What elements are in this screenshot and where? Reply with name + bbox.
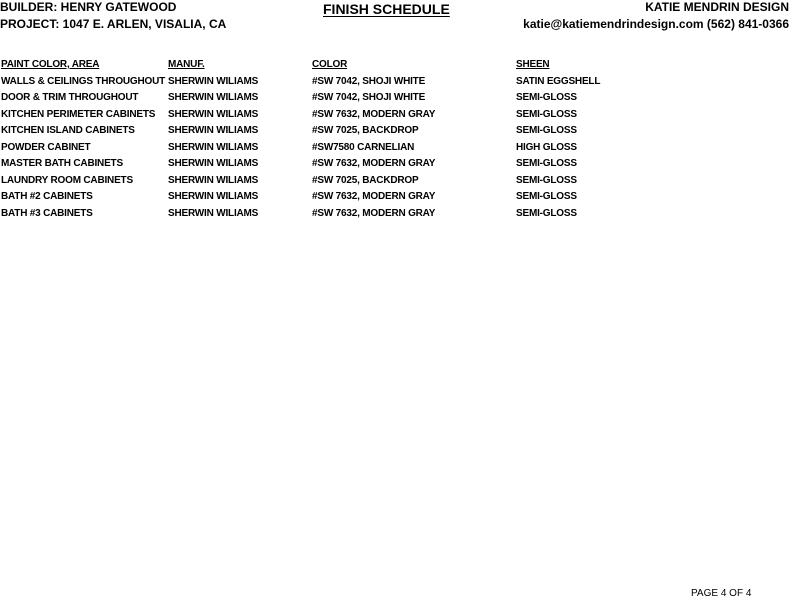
table-row [0,190,789,207]
color-cell: #SW 7632, MODERN GRAY [312,158,436,169]
sheen-cell: SEMI-GLOSS [516,191,577,202]
color-cell: #SW 7025, BACKDROP [312,125,419,136]
project-line: PROJECT: 1047 E. ARLEN, VISALIA, CA [0,17,227,31]
color-cell: #SW 7632, MODERN GRAY [312,108,436,120]
sheen-cell: SEMI-GLOSS [516,92,577,103]
area-cell: MASTER BATH CABINETS [1,158,123,169]
table-row [0,124,789,141]
sheen-cell: HIGH GLOSS [516,141,577,153]
table-row [0,157,789,174]
color-cell: #SW 7042, SHOJI WHITE [312,92,426,103]
page-title: FINISH SCHEDULE [323,1,450,17]
manufacturer-cell: SHERWIN WILIAMS [168,141,259,153]
sheen-cell: SEMI-GLOSS [516,158,577,169]
sheen-cell: SATIN EGGSHELL [516,75,601,87]
manufacturer-cell: SHERWIN WILIAMS [168,125,259,136]
sheen-cell: SEMI-GLOSS [516,207,577,219]
color-cell: #SW 7632, MODERN GRAY [312,207,436,219]
color-cell: #SW 7025, BACKDROP [312,174,419,186]
column-header-color: COLOR [312,59,348,70]
column-header-area: PAINT COLOR, AREA [1,59,100,70]
column-header-sheen: SHEEN [516,59,550,70]
page-number: PAGE 4 OF 4 [691,588,752,599]
area-cell: BATH #2 CABINETS [1,191,93,202]
area-cell: WALLS & CEILINGS THROUGHOUT [1,75,166,87]
finish-schedule-table [0,58,789,223]
table-row [0,108,789,125]
area-cell: DOOR & TRIM THROUGHOUT [1,92,139,103]
company-name: KATIE MENDRIN DESIGN [645,0,789,14]
manufacturer-cell: SHERWIN WILIAMS [168,158,259,169]
table-row [0,75,789,92]
area-cell: POWDER CABINET [1,141,91,153]
color-cell: #SW 7632, MODERN GRAY [312,191,436,202]
area-cell: KITCHEN PERIMETER CABINETS [1,108,156,120]
color-cell: #SW7580 CARNELIAN [312,141,415,153]
sheen-cell: SEMI-GLOSS [516,125,577,136]
manufacturer-cell: SHERWIN WILIAMS [168,174,259,186]
table-row [0,141,789,158]
area-cell: LAUNDRY ROOM CABINETS [1,174,133,186]
manufacturer-cell: SHERWIN WILIAMS [168,92,259,103]
manufacturer-cell: SHERWIN WILIAMS [168,108,259,120]
contact-info: katie@katiemendrindesign.com (562) 841-0366 [523,17,789,31]
table-row [0,91,789,108]
column-header-manufacturer: MANUF. [168,59,205,70]
manufacturer-cell: SHERWIN WILIAMS [168,191,259,202]
area-cell: KITCHEN ISLAND CABINETS [1,125,135,136]
area-cell: BATH #3 CABINETS [1,207,93,219]
sheen-cell: SEMI-GLOSS [516,174,577,186]
builder-line: BUILDER: HENRY GATEWOOD [0,0,177,14]
color-cell: #SW 7042, SHOJI WHITE [312,75,426,87]
manufacturer-cell: SHERWIN WILIAMS [168,75,259,87]
table-row [0,207,789,224]
sheen-cell: SEMI-GLOSS [516,108,577,120]
table-row [0,174,789,191]
table-header-row [0,58,789,75]
manufacturer-cell: SHERWIN WILIAMS [168,207,259,219]
